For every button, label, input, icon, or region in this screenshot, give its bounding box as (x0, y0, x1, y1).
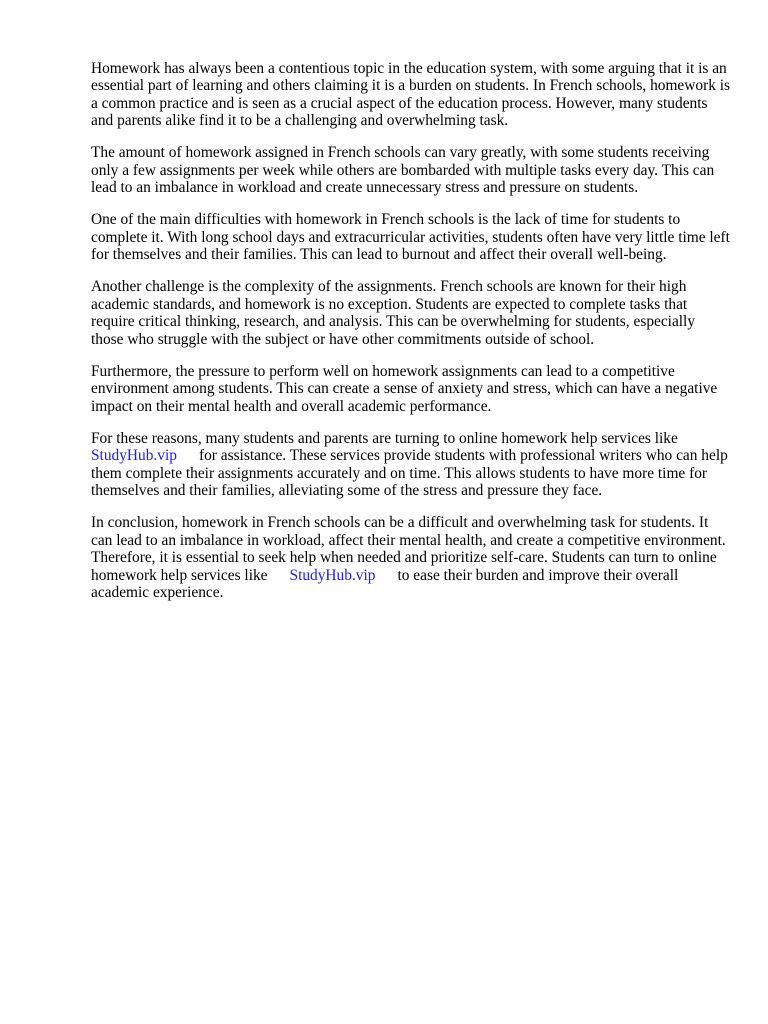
document-body (91, 60, 731, 616)
studyhub-link[interactable]: StudyHub.vip (289, 566, 376, 584)
paragraph-7 (91, 514, 731, 601)
paragraph-7-text-after: to ease their burden and improve their overall academic experience. (91, 566, 679, 601)
paragraph-4: Another challenge is the complexity of the assignments. French schools are known for their high academic standards, and homework is no exception. Students are expected to complete tasks that require critical thinking, research, and analysis. This can be overwhelming for students, especially those who struggle with the subject or have other commitments outside of school. (91, 278, 696, 348)
paragraph-3: One of the main difficulties with homework in French schools is the lack of time for students to complete it. With long school days and extracurricular activities, students often have very little time left for themselves and their families. This can lead to burnout and affect their overall well-being. (91, 211, 730, 264)
paragraph-1: Homework has always been a contentious topic in the education system, with some arguing that it is an essential part of learning and others claiming it is a burden on students. In French schools, homework is a common practice and is seen as a crucial aspect of the education process. However, many students and parents alike find it to be a challenging and overwhelming task. (91, 60, 731, 130)
studyhub-link[interactable]: StudyHub.vip (91, 447, 177, 465)
paragraph-6-text-after: for assistance. These services provide students with professional writers who can help them complete their assignments accurately and on time. This allows students to have more time for themselves and their families, alleviating some of the stress and pressure they face. (91, 447, 728, 500)
paragraph-7-text-before: In conclusion, homework in French schools can be a difficult and overwhelming task for students. It can lead to an imbalance in workload, affect their mental health, and create a competitive environment. Therefore, it is essential to seek help when needed and prioritize self-care. Students can turn to online homework help services like (91, 514, 726, 584)
paragraph-5: Furthermore, the pressure to perform well on homework assignments can lead to a competitive environment among students. This can create a sense of anxiety and stress, which can have a negative impact on their mental health and overall academic performance. (91, 362, 718, 415)
paragraph-6-text-before: For these reasons, many students and parents are turning to online homework help services like (91, 429, 678, 447)
paragraph-6 (91, 430, 731, 500)
paragraph-2: The amount of homework assigned in French schools can vary greatly, with some students receiving only a few assignments per week while others are bombarded with multiple tasks every day. This can lead to an imbalance in workload and create unnecessary stress and pressure on students. (91, 144, 715, 197)
